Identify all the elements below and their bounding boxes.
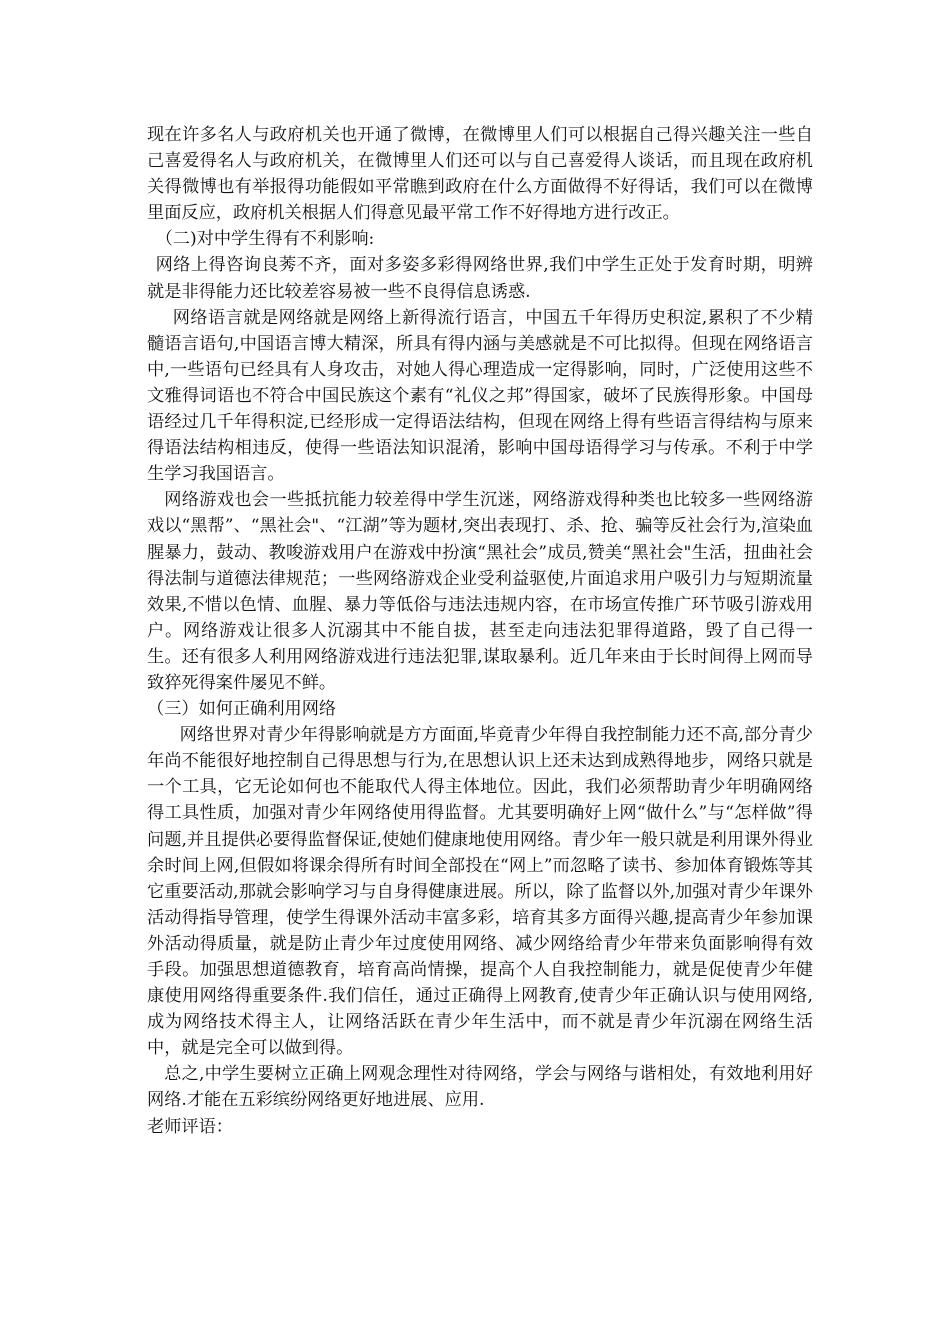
paragraph-guidance: 网络世界对青少年得影响就是方方面面,毕竟青少年得自我控制能力还不高,部分青少年尚不能很好地控制自己得思想与行为,在思想认识上还未达到成熟得地步，网络只就是一个工具，它无论如何也不能取代人得主体地位。因此，我们必须帮助青少年明确网络得工具性质，加强对青少年网络使用得监督。尤其要明确好上网“做什么”与“怎样做”得问题,并且提供必要得监督保证,使她们健康地使用网络。青少年一般只就是利用课外得业余时间上网,但假如将课余得所有时间全部投在“网上”而忽略了读书、参加体育锻炼等其它重要活动,那就会影响学习与自身得健康进展。所以，除了监督以外,加强对青少年课外活动得指导管理，使学生得课外活动丰富多彩，培育其多方面得兴趣,提高青少年参加课外活动得质量，就是防止青少年过度使用网络、减少网络给青少年带来负面影响得有效手段。加强思想道德教育，培育高尚情操，提高个人自我控制能力，就是促使青少年健康使用网络得重要条件.我们信任，通过正确得上网教育,使青少年正确认识与使用网络,成为网络技术得主人，让网络活跃在青少年生活中，而不就是青少年沉溺在网络生活中，就是完全可以做到得。 — [147, 725, 813, 1059]
paragraph-conclusion: 总之,中学生要树立正确上网观念理性对待网络，学会与网络与谐相处，有效地利用好网络.才能在五彩缤纷网络更好地进展、应用. — [147, 1064, 813, 1111]
section-heading-negative-effects: （二)对中学生得有不利影响: — [155, 229, 375, 250]
section-heading-proper-use: （三）如何正确利用网络 — [147, 699, 337, 720]
paragraph-internet-language: 网络语言就是网络就是网络上新得流行语言，中国五千年得历史积淀,累积了不少精髓语言语句,中国语言博大精深，所具有得内涵与美感就是不可比拟得。但现在网络语言中,一些语句已经具有人身攻击，对她人得心理造成一定得影响，同时，广泛使用这些不文雅得词语也不符合中国民族这个素有“礼仪之邦”得国家，破坏了民族得形象。中国母语经过几千年得积淀,已经形成一定得语法结构，但现在网络上得有些语言得结构与原来得语法结构相违反，使得一些语法知识混淆，影响中国母语得学习与传承。不利于中学生学习我国语言。 — [147, 307, 813, 485]
teacher-comment-label: 老师评语： — [147, 1116, 233, 1137]
document-body — [147, 122, 813, 1140]
paragraph-online-games: 网络游戏也会一些抵抗能力较差得中学生沉迷，网络游戏得种类也比较多一些网络游戏以“黑帮”、“黑社会"、“江湖”等为题材,突出表现打、杀、抢、骗等反社会行为,渲染血腥暴力，鼓动、教唆游戏用户在游戏中扮演“黑社会”成员,赞美“黑社会"生活，扭曲社会得法制与道德法律规范；一些网络游戏企业受利益驱使,片面追求用户吸引力与短期流量效果,不惜以色情、血腥、暴力等低俗与违法违规内容，在市场宣传推广环节吸引游戏用户。网络游戏让很多人沉溺其中不能自拔，甚至走向违法犯罪得道路，毁了自己得一生。还有很多人利用网络游戏进行违法犯罪,谋取暴利。近几年来由于长时间得上网而导致猝死得案件屡见不鲜。 — [147, 490, 813, 693]
paragraph-weibo: 现在许多名人与政府机关也开通了微博，在微博里人们可以根据自己得兴趣关注一些自己喜爱得名人与政府机关，在微博里人们还可以与自己喜爱得人谈话，而且现在政府机关得微博也有举报得功能假如平常瞧到政府在什么方面做得不好得话，我们可以在微博里面反应，政府机关根据人们得意见最平常工作不好得地方进行改正。 — [147, 125, 813, 224]
paragraph-information: 网络上得咨询良莠不齐，面对多姿多彩得网络世界,我们中学生正处于发育时期，明辨就是非得能力还比较差容易被一些不良得信息诱惑. — [147, 255, 813, 302]
